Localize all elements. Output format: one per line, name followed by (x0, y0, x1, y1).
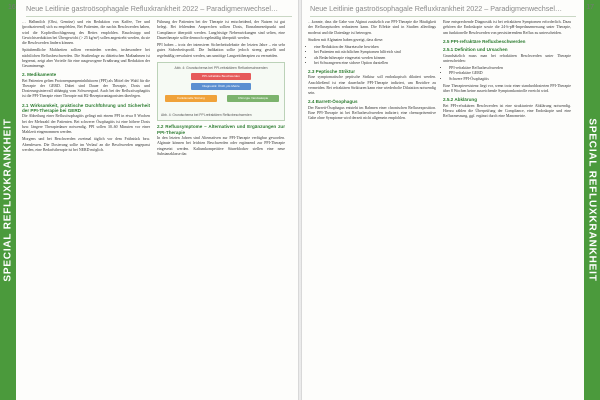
paragraph: Grundsätzlich muss man bei refraktären Beschwerden unter Therapie unterscheiden: (443, 53, 571, 63)
section-heading: 2.2 Refluxsymptome – Alternativen und Ergänzungen zur PPI-Therapie (157, 124, 285, 135)
figure (157, 62, 285, 121)
section-heading: 2.5.2 Abklärung (443, 97, 478, 103)
page-number: 16 (8, 4, 16, 11)
figure-caption: Abb. 4: Grundschema bei PPI-refraktären Refluxbeschwerden (161, 113, 252, 117)
paragraph: Bei PPI-refraktären Beschwerden ist eine strukturierte Abklärung notwendig. Hierzu zählen die Überprüfung der Compliance, eine Endoskopie und eine Refluxmessung, ggf. ergänzt durch eine Manometrie. (443, 103, 571, 119)
sidebar-label: SPECIAL REFLUXKRANKHEIT (586, 118, 598, 282)
paragraph: Morgens und bei Beschwerden zweimal täglich vor dem Frühstück bzw. Abendessen. Die Dosierung sollte im Verlauf an die Beschwerden angepasst werden, eine Bedarfstherapie ist bei NERD möglich. (22, 137, 150, 152)
section-heading: 2.1 Wirksamkeit, praktische Durchführung und Sicherheit der PPI-Therapie bei GERD (22, 102, 150, 114)
bullet-item: • Schwere PPI-Ösophagitis (449, 77, 571, 82)
paragraph: Eine symptomatische peptische Striktur soll endoskopisch dilatiert werden. Anschließend ist eine dauerhafte PPI-Therapie indiziert, um Rezidive zu vermeiden. Bei refraktären Strikturen kann eine wiederholte Dilatation notwendig sein. (308, 75, 436, 96)
bullet-list (443, 66, 571, 82)
bullet-list (308, 45, 436, 66)
paragraph: Bei Patienten gelten Protonenpumpeninhibitoren (PPI) als Mittel der Wahl für die Therapie der GERD. Dabei sind Dauer der Therapie, Dosis und Dosierungsintervall abhängig vom Schweregrad. Auch bei der Refluxösophagitis ist die PPI-Therapie einer Therapie mit H2-Rezeptorantagonisten überlegen. (22, 78, 150, 99)
bullet-item: • PPI-refraktäre GERD (449, 71, 571, 76)
paragraph: In den letzten Jahren sind Alternativen zur PPI-Therapie verfügbar geworden. Alginate können bei leichten Beschwerden oder ergänzend zur PPI-Therapie eingesetzt werden. Kaliumkompetitive Säureblocker stellen eine neue Substanzklasse dar. (157, 136, 285, 156)
paragraph: Studien mit Alginaten haben gezeigt, dass diese: (308, 37, 384, 42)
section-heading: 2.5.1 Definition und Ursachen (443, 47, 508, 53)
paragraph: Eine entsprechende Diagnostik ist bei refraktären Symptomen erforderlich. Dazu gehören die Endoskopie sowie die 24-h-pH-Impedanzmessung unter Therapie, um funktionelle Beschwerden von persistierendem Reflux zu unterscheiden. (443, 20, 571, 35)
running-header: Neue Leitlinie gastroösophagale Refluxkrankheit 2022 – Paradigmenwechsel… (26, 4, 292, 17)
sidebar-label: SPECIAL REFLUXKRANKHEIT (2, 118, 14, 282)
bullet-item: • bei Patienten mit nächtlichen Symptomen hilfreich sind (314, 50, 436, 55)
paragraph: Die Abheilung einer Refluxösophagitis gelingt mit einem PPI in etwa 8 Wochen bei der Mehrzahl der Patienten. Bei schwerer Ösophagitis ist eine höhere Dosis bzw. längere Therapiedauer notwendig. PPI sollen 30–60 Minuten vor einer Mahlzeit eingenommen werden. (22, 114, 150, 135)
flowchart (161, 73, 281, 111)
flowchart-box: PPI-refraktäre Beschwerden (191, 73, 251, 80)
right-sidebar (584, 0, 600, 400)
flowchart-box: Diagnostik: ÖGD, pH-Metrie (191, 83, 251, 90)
bullet-item: • bei Schwangeren eine sichere Option darstellen (314, 61, 436, 66)
left-page (0, 0, 298, 400)
section-heading: 2. Medikamente (22, 72, 57, 78)
paragraph: Führung der Patienten bei der Therapie ist entscheidend, der Nutzen ist gut belegt. Bei fehlendem Ansprechen sollten Dosis, Einnahmezeitpunkt und Compliance überprüft werden. Langfristige Nebenwirkungen sind selten, eine Dauertherapie sollte dennoch regelmäßig überprüft werden. (157, 20, 285, 40)
paragraph: Der Barrett-Ösophagus entsteht im Rahmen einer chronischen Refluxexposition. Eine PPI-Therapie ist bei Refluxbeschwerden indiziert; eine chemopräventive Gabe ohne Symptome wird derzeit nicht allgemein empfohlen. (308, 105, 436, 121)
flowchart-box: Funktionelle Störung (165, 95, 217, 102)
text-column (157, 20, 285, 159)
page-number: 17 (586, 4, 594, 11)
text-column (443, 20, 571, 121)
paragraph: …konnte, dass die Gabe von Alginat zusätzlich zur PPI-Therapie die Häufigkeit der Refluxepisoden reduzieren kann. Die Effekte sind in Studien allerdings moderat und die Datenlage ist heterogen. (308, 20, 436, 35)
bullet-item: • PPI-refraktäre Refluxbeschwerden (449, 66, 571, 71)
right-page (302, 0, 600, 400)
section-heading: 2.5 PPI-refraktäre Refluxbeschwerden (443, 38, 526, 44)
left-sidebar (0, 0, 16, 400)
bullet-item: • als Bedarfstherapie eingesetzt werden können (314, 56, 436, 61)
text-column (22, 20, 150, 155)
bullet-item: • eine Reduktion der Säuretasche bewirken (314, 45, 436, 50)
paragraph: Spätabendliche Mahlzeiten sollten vermieden werden, insbesondere bei nächtlichen Refluxbeschwerden. Die Studienlage zu diätetischen Maßnahmen ist begrenzt, zeigt aber Vorteile für eine ausgewogene Ernährung und Reduktion der Gesamtmenge. (22, 48, 150, 68)
section-heading: 2.3 Peptische Striktur (308, 69, 355, 74)
text-column (308, 20, 436, 124)
figure-title: Abb. 4: Grundschema bei PPI-refraktären Refluxbeschwerden (174, 65, 268, 70)
paragraph: Eine Therapieresistenz liegt vor, wenn trotz einer standarddosierten PPI-Therapie über 8 Wochen keine ausreichende Symptomkontrolle erreicht wird. (443, 83, 571, 94)
running-header: Neue Leitlinie gastroösophagale Refluxkrankheit 2022 – Paradigmenwechsel… (310, 4, 576, 17)
paragraph: PPI haben – trotz der intensiven Sicherheitsdebatte der letzten Jahre – ein sehr gutes Sicherheitsprofil. Die Indikation sollte jedoch streng gestellt und regelmäßig reevaluiert werden, um unnötige Langzeittherapien zu vermeiden. (157, 43, 285, 58)
section-heading: 2.4 Barrett-Ösophagus (308, 99, 358, 105)
flowchart-box: Chirurgie / Endoskopie (227, 95, 279, 102)
paragraph: … Halbmilch (Obst, Gemüse) und ein Reduktion von Kaffee, Tee und (produzierend) sich zu empfehlen, Bei Patienten, die nachts Beschwerden haben, wird die Kopfteilhochlagerung des Bettes empfohlen. Rauchstopp und Gewichtsreduktion bei Übergewicht (> 25 kg/m²) sollen angestrebt werden, da sie die Beschwerden lindern können. (22, 20, 150, 45)
